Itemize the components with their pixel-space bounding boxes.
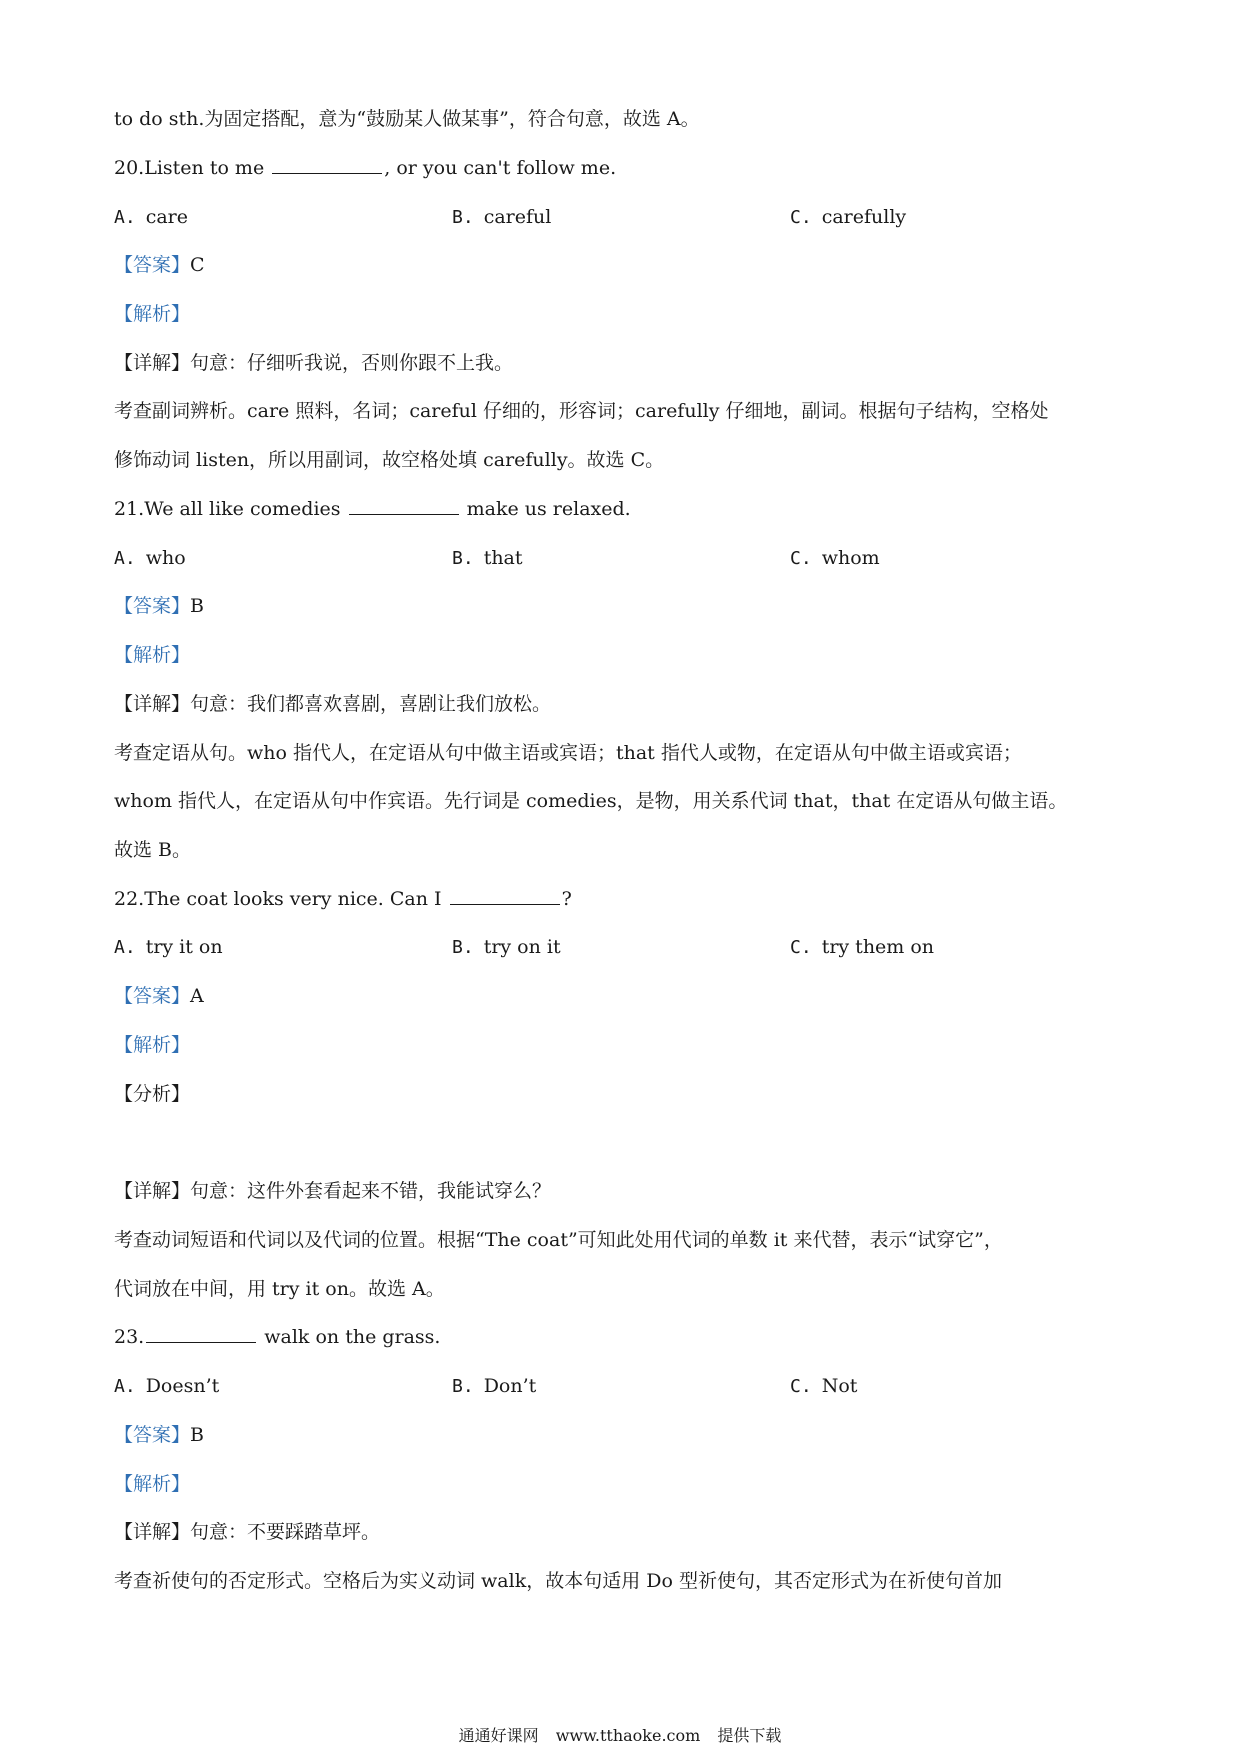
q21-option-b: B. that <box>452 547 523 569</box>
q23-option-a: A. Doesn’t <box>114 1375 220 1397</box>
q23-answer: 【答案】B <box>114 1424 204 1446</box>
answer-blank <box>450 886 560 905</box>
q22-fenxi-heading: 【分析】 <box>114 1083 191 1105</box>
question-20: 20.Listen to me , or you can't follow me. <box>114 157 617 179</box>
q20-explanation-line-2: 修饰动词 listen，所以用副词，故空格处填 carefully。故选 C。 <box>114 449 665 471</box>
q20-answer: 【答案】C <box>114 254 205 276</box>
q20-option-c: C. carefully <box>790 206 907 228</box>
q21-option-c: C. whom <box>790 547 880 569</box>
q23-option-b: B. Don’t <box>452 1375 537 1397</box>
q23-option-c: C. Not <box>790 1375 858 1397</box>
q21-detail: 【详解】句意：我们都喜欢喜剧，喜剧让我们放松。 <box>114 693 552 715</box>
answer-blank <box>349 496 459 515</box>
q22-explanation-line-2: 代词放在中间，用 try it on。故选 A。 <box>114 1278 445 1300</box>
q21-option-a: A. who <box>114 547 186 569</box>
q21-answer: 【答案】B <box>114 595 204 617</box>
footer-url[interactable]: www.tthaoke.com <box>555 1726 701 1745</box>
q22-analysis-heading: 【解析】 <box>114 1034 191 1056</box>
q22-explanation-line-1: 考查动词短语和代词以及代词的位置。根据“The coat”可知此处用代词的单数 it 来代替，表示“试穿它”， <box>114 1229 1003 1251</box>
footer-note: 提供下载 <box>717 1726 782 1745</box>
q23-detail: 【详解】句意：不要踩踏草坪。 <box>114 1521 381 1543</box>
footer-site-name: 通通好课网 <box>458 1726 539 1745</box>
q20-option-b: B. careful <box>452 206 552 228</box>
question-22: 22.The coat looks very nice. Can I ? <box>114 888 572 910</box>
q20-explanation-line-1: 考查副词辨析。care 照料，名词；careful 仔细的，形容词；carefully 仔细地，副词。根据句子结构，空格处 <box>114 400 1049 422</box>
answer-blank <box>146 1324 256 1343</box>
q22-detail: 【详解】句意：这件外套看起来不错，我能试穿么？ <box>114 1180 552 1202</box>
q22-option-c: C. try them on <box>790 936 935 958</box>
answer-blank <box>272 155 382 174</box>
q23-analysis-heading: 【解析】 <box>114 1473 191 1495</box>
q21-explanation-line-3: 故选 B。 <box>114 839 192 861</box>
q22-option-a: A. try it on <box>114 936 223 958</box>
q21-analysis-heading: 【解析】 <box>114 644 191 666</box>
q20-analysis-heading: 【解析】 <box>114 303 191 325</box>
q21-explanation-line-1: 考查定语从句。who 指代人，在定语从句中做主语或宾语；that 指代人或物，在定语从句中做主语或宾语； <box>114 742 1022 764</box>
question-21: 21.We all like comedies make us relaxed. <box>114 498 631 520</box>
q21-explanation-line-2: whom 指代人，在定语从句中作宾语。先行词是 comedies，是物，用关系代词 that，that 在定语从句做主语。 <box>114 790 1068 812</box>
q20-option-a: A. care <box>114 206 188 228</box>
page-footer <box>0 1724 1240 1748</box>
q22-option-b: B. try on it <box>452 936 561 958</box>
q23-explanation-line-1: 考查祈使句的否定形式。空格后为实义动词 walk，故本句适用 Do 型祈使句，其否定形式为在祈使句首加 <box>114 1570 1002 1592</box>
q20-detail: 【详解】句意：仔细听我说，否则你跟不上我。 <box>114 352 514 374</box>
question-23: 23. walk on the grass. <box>114 1326 441 1348</box>
intro-text: to do sth.为固定搭配，意为“鼓励某人做某事”，符合句意，故选 A。 <box>114 108 700 130</box>
q22-answer: 【答案】A <box>114 985 204 1007</box>
